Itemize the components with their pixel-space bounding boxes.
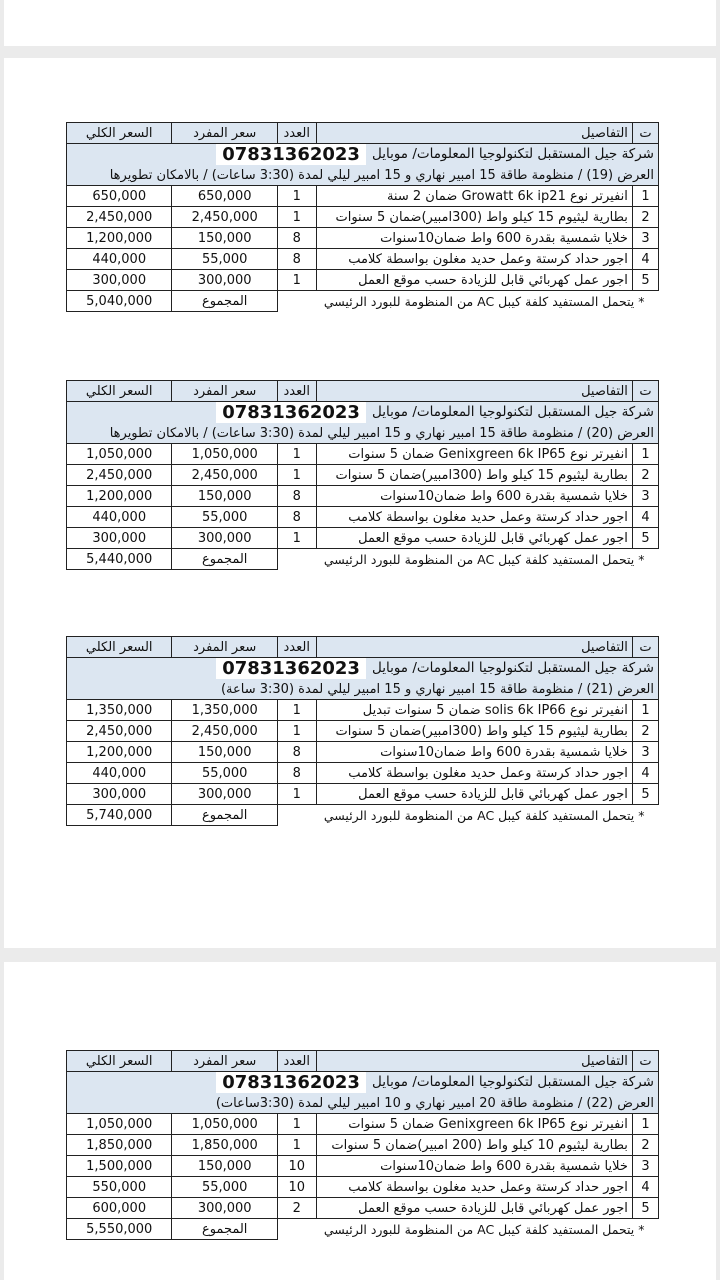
company-name: شركة جيل المستقبل لتكنولوجيا المعلومات/ موبايل xyxy=(371,404,654,420)
note: * يتحمل المستفيد كلفة كيبل AC من المنظومة للبورد الرئيسي xyxy=(323,551,645,567)
offer-title: العرض (19) / منظومة طاقة 15 امبير نهاري و 15 امبير ليلي لمدة (3:30 ساعات) / بالامكان تطويرها xyxy=(67,165,659,186)
sum-row xyxy=(67,1219,659,1240)
col-details: التفاصيل xyxy=(316,123,632,144)
table-row: 4 اجور حداد كرستة وعمل حديد مغلون بواسطة كلامب 8 55,000 440,000 xyxy=(67,507,659,528)
table-row: 2 بطارية ليثيوم 15 كيلو واط (300امبير)ضمان 5 سنوات 1 2,450,000 2,450,000 xyxy=(67,721,659,742)
phone-number: 07831362023 xyxy=(216,1072,366,1093)
note: * يتحمل المستفيد كلفة كيبل AC من المنظومة للبورد الرئيسي xyxy=(323,1221,645,1237)
sum-label: المجموع xyxy=(172,291,277,312)
quote-19 xyxy=(66,122,659,312)
col-no: ت xyxy=(632,123,658,144)
col-qty: العدد xyxy=(277,123,316,144)
table-row: 2 بطارية ليثيوم 15 كيلو واط (300امبير)ضمان 5 سنوات 1 2,450,000 2,450,000 xyxy=(67,207,659,228)
sum-row xyxy=(67,549,659,570)
col-details: التفاصيل xyxy=(316,381,632,402)
table-row: 4 اجور حداد كرستة وعمل حديد مغلون بواسطة كلامب 8 55,000 440,000 xyxy=(67,249,659,270)
phone-number: 07831362023 xyxy=(216,402,366,423)
table-row: 3 خلايا شمسية بقدرة 600 واط ضمان10سنوات 8 150,000 1,200,000 xyxy=(67,742,659,763)
table-row: 5 اجور عمل كهربائي قابل للزيادة حسب موقع العمل 1 300,000 300,000 xyxy=(67,270,659,291)
col-no: ت xyxy=(632,1051,658,1072)
quote-table xyxy=(66,122,659,312)
table-row: 3 خلايا شمسية بقدرة 600 واط ضمان10سنوات 8 150,000 1,200,000 xyxy=(67,228,659,249)
quote-20 xyxy=(66,380,659,570)
note: * يتحمل المستفيد كلفة كيبل AC من المنظومة للبورد الرئيسي xyxy=(323,807,645,823)
col-unit-price: سعر المفرد xyxy=(172,1051,277,1072)
col-total-price: السعر الكلي xyxy=(67,381,172,402)
table-row: 3 خلايا شمسية بقدرة 600 واط ضمان10سنوات 8 150,000 1,200,000 xyxy=(67,486,659,507)
table-row: 1 انفيرتر نوع Genixgreen 6k IP65 ضمان 5 سنوات 1 1,050,000 1,050,000 xyxy=(67,1114,659,1135)
quote-table xyxy=(66,380,659,570)
table-row: 3 خلايا شمسية بقدرة 600 واط ضمان10سنوات 10 150,000 1,500,000 xyxy=(67,1156,659,1177)
col-qty: العدد xyxy=(277,1051,316,1072)
col-qty: العدد xyxy=(277,381,316,402)
offer-title: العرض (20) / منظومة طاقة 15 امبير نهاري و 15 امبير ليلي لمدة (3:30 ساعات) / بالامكان تطويرها xyxy=(67,423,659,444)
col-total-price: السعر الكلي xyxy=(67,637,172,658)
quote-22 xyxy=(66,1050,659,1240)
table-row: 5 اجور عمل كهربائي قابل للزيادة حسب موقع العمل 1 300,000 300,000 xyxy=(67,528,659,549)
company-name: شركة جيل المستقبل لتكنولوجيا المعلومات/ موبايل xyxy=(371,146,654,162)
col-details: التفاصيل xyxy=(316,1051,632,1072)
sum-value: 5,550,000 xyxy=(67,1219,172,1240)
quote-table xyxy=(66,636,659,826)
table-row: 1 انفيرتر نوع solis 6k IP66 ضمان 5 سنوات تبديل 1 1,350,000 1,350,000 xyxy=(67,700,659,721)
offer-title: العرض (22) / منظومة طاقة 20 امبير نهاري و 10 امبير ليلي لمدة (3:30ساعات) xyxy=(67,1093,659,1114)
sum-label: المجموع xyxy=(172,549,277,570)
col-unit-price: سعر المفرد xyxy=(172,381,277,402)
col-details: التفاصيل xyxy=(316,637,632,658)
table-row: 1 انفيرتر نوع Genixgreen 6k IP65 ضمان 5 سنوات 1 1,050,000 1,050,000 xyxy=(67,444,659,465)
sum-value: 5,040,000 xyxy=(67,291,172,312)
table-row: 5 اجور عمل كهربائي قابل للزيادة حسب موقع العمل 2 300,000 600,000 xyxy=(67,1198,659,1219)
col-no: ت xyxy=(632,637,658,658)
company-name: شركة جيل المستقبل لتكنولوجيا المعلومات/ موبايل xyxy=(371,1074,654,1090)
col-total-price: السعر الكلي xyxy=(67,123,172,144)
offer-title: العرض (21) / منظومة طاقة 15 امبير نهاري و 15 امبير ليلي لمدة (3:30 ساعة) xyxy=(67,679,659,700)
sum-value: 5,740,000 xyxy=(67,805,172,826)
note: * يتحمل المستفيد كلفة كيبل AC من المنظومة للبورد الرئيسي xyxy=(323,293,645,309)
sum-row xyxy=(67,805,659,826)
table-row: 2 بطارية ليثيوم 15 كيلو واط (300امبير)ضمان 5 سنوات 1 2,450,000 2,450,000 xyxy=(67,465,659,486)
sum-label: المجموع xyxy=(172,805,277,826)
phone-number: 07831362023 xyxy=(216,144,366,165)
col-total-price: السعر الكلي xyxy=(67,1051,172,1072)
table-row: 4 اجور حداد كرستة وعمل حديد مغلون بواسطة كلامب 8 55,000 440,000 xyxy=(67,763,659,784)
sum-label: المجموع xyxy=(172,1219,277,1240)
sum-value: 5,440,000 xyxy=(67,549,172,570)
table-row: 1 انفيرتر نوع Growatt 6k ip21 ضمان 2 سنة 1 650,000 650,000 xyxy=(67,186,659,207)
col-unit-price: سعر المفرد xyxy=(172,123,277,144)
table-row: 2 بطارية ليثيوم 10 كيلو واط (200 امبير)ضمان 5 سنوات 1 1,850,000 1,850,000 xyxy=(67,1135,659,1156)
quote-table xyxy=(66,1050,659,1240)
page-top xyxy=(4,0,716,46)
table-row: 5 اجور عمل كهربائي قابل للزيادة حسب موقع العمل 1 300,000 300,000 xyxy=(67,784,659,805)
sum-row xyxy=(67,291,659,312)
phone-number: 07831362023 xyxy=(216,658,366,679)
table-row: 4 اجور حداد كرستة وعمل حديد مغلون بواسطة كلامب 10 55,000 550,000 xyxy=(67,1177,659,1198)
col-unit-price: سعر المفرد xyxy=(172,637,277,658)
quote-21 xyxy=(66,636,659,826)
col-no: ت xyxy=(632,381,658,402)
col-qty: العدد xyxy=(277,637,316,658)
company-name: شركة جيل المستقبل لتكنولوجيا المعلومات/ موبايل xyxy=(371,660,654,676)
